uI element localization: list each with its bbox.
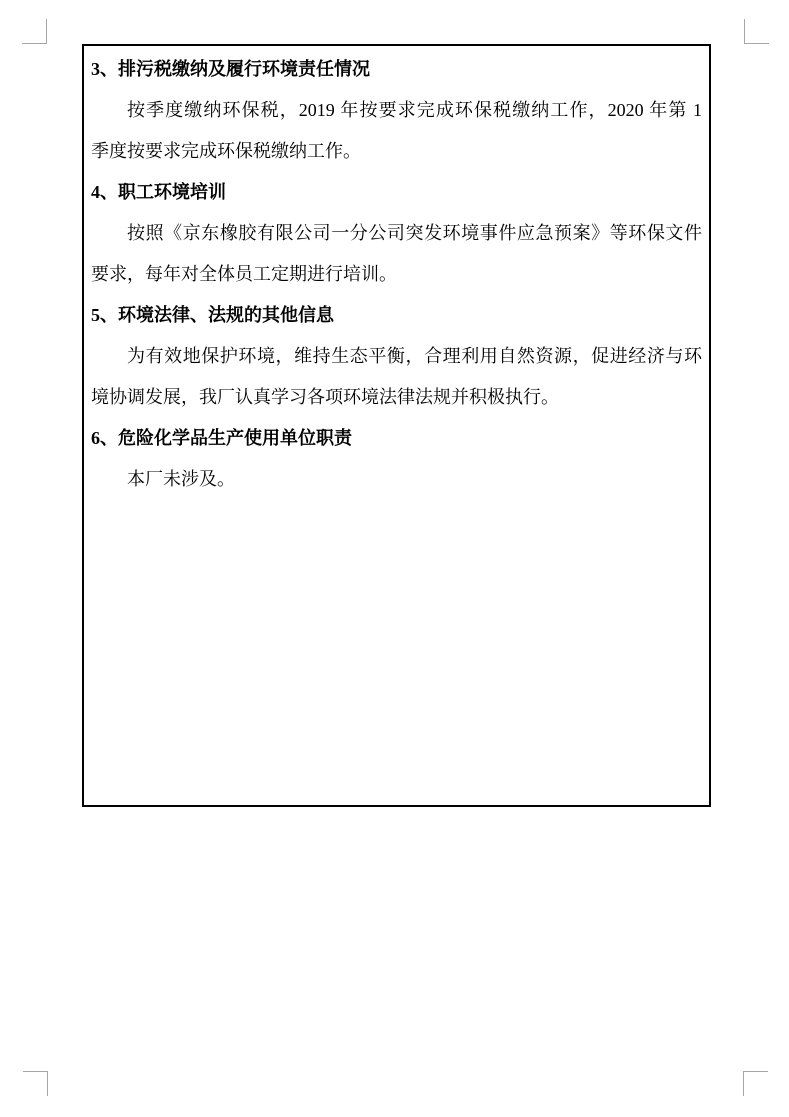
section-4-heading: 4、职工环境培训 [91, 182, 226, 202]
section-5-paragraph-line-2: 境协调发展，我厂认真学习各项环境法律法规并积极执行。 [91, 387, 559, 407]
section-3-paragraph-line-1: 按季度缴纳环保税，2019 年按要求完成环保税缴纳工作，2020 年第 1 [127, 100, 702, 120]
section-4-paragraph-line-1: 按照《京东橡胶有限公司一分公司突发环境事件应急预案》等环保文件 [127, 223, 702, 243]
crop-mark-top-left [22, 19, 47, 44]
crop-mark-top-right [744, 19, 769, 44]
section-6-heading: 6、危险化学品生产使用单位职责 [91, 428, 352, 448]
section-3-heading: 3、排污税缴纳及履行环境责任情况 [91, 59, 370, 79]
section-3-paragraph-line-2: 季度按要求完成环保税缴纳工作。 [91, 141, 361, 161]
section-4-paragraph-line-2: 要求，每年对全体员工定期进行培训。 [91, 264, 397, 284]
crop-mark-bottom-right [743, 1071, 768, 1096]
section-5-heading: 5、环境法律、法规的其他信息 [91, 305, 334, 325]
crop-mark-bottom-left [23, 1071, 48, 1096]
report-text-box [82, 44, 711, 807]
section-5-paragraph-line-1: 为有效地保护环境，维持生态平衡，合理利用自然资源，促进经济与环 [127, 346, 702, 366]
section-6-paragraph-line-1: 本厂未涉及。 [127, 469, 235, 489]
